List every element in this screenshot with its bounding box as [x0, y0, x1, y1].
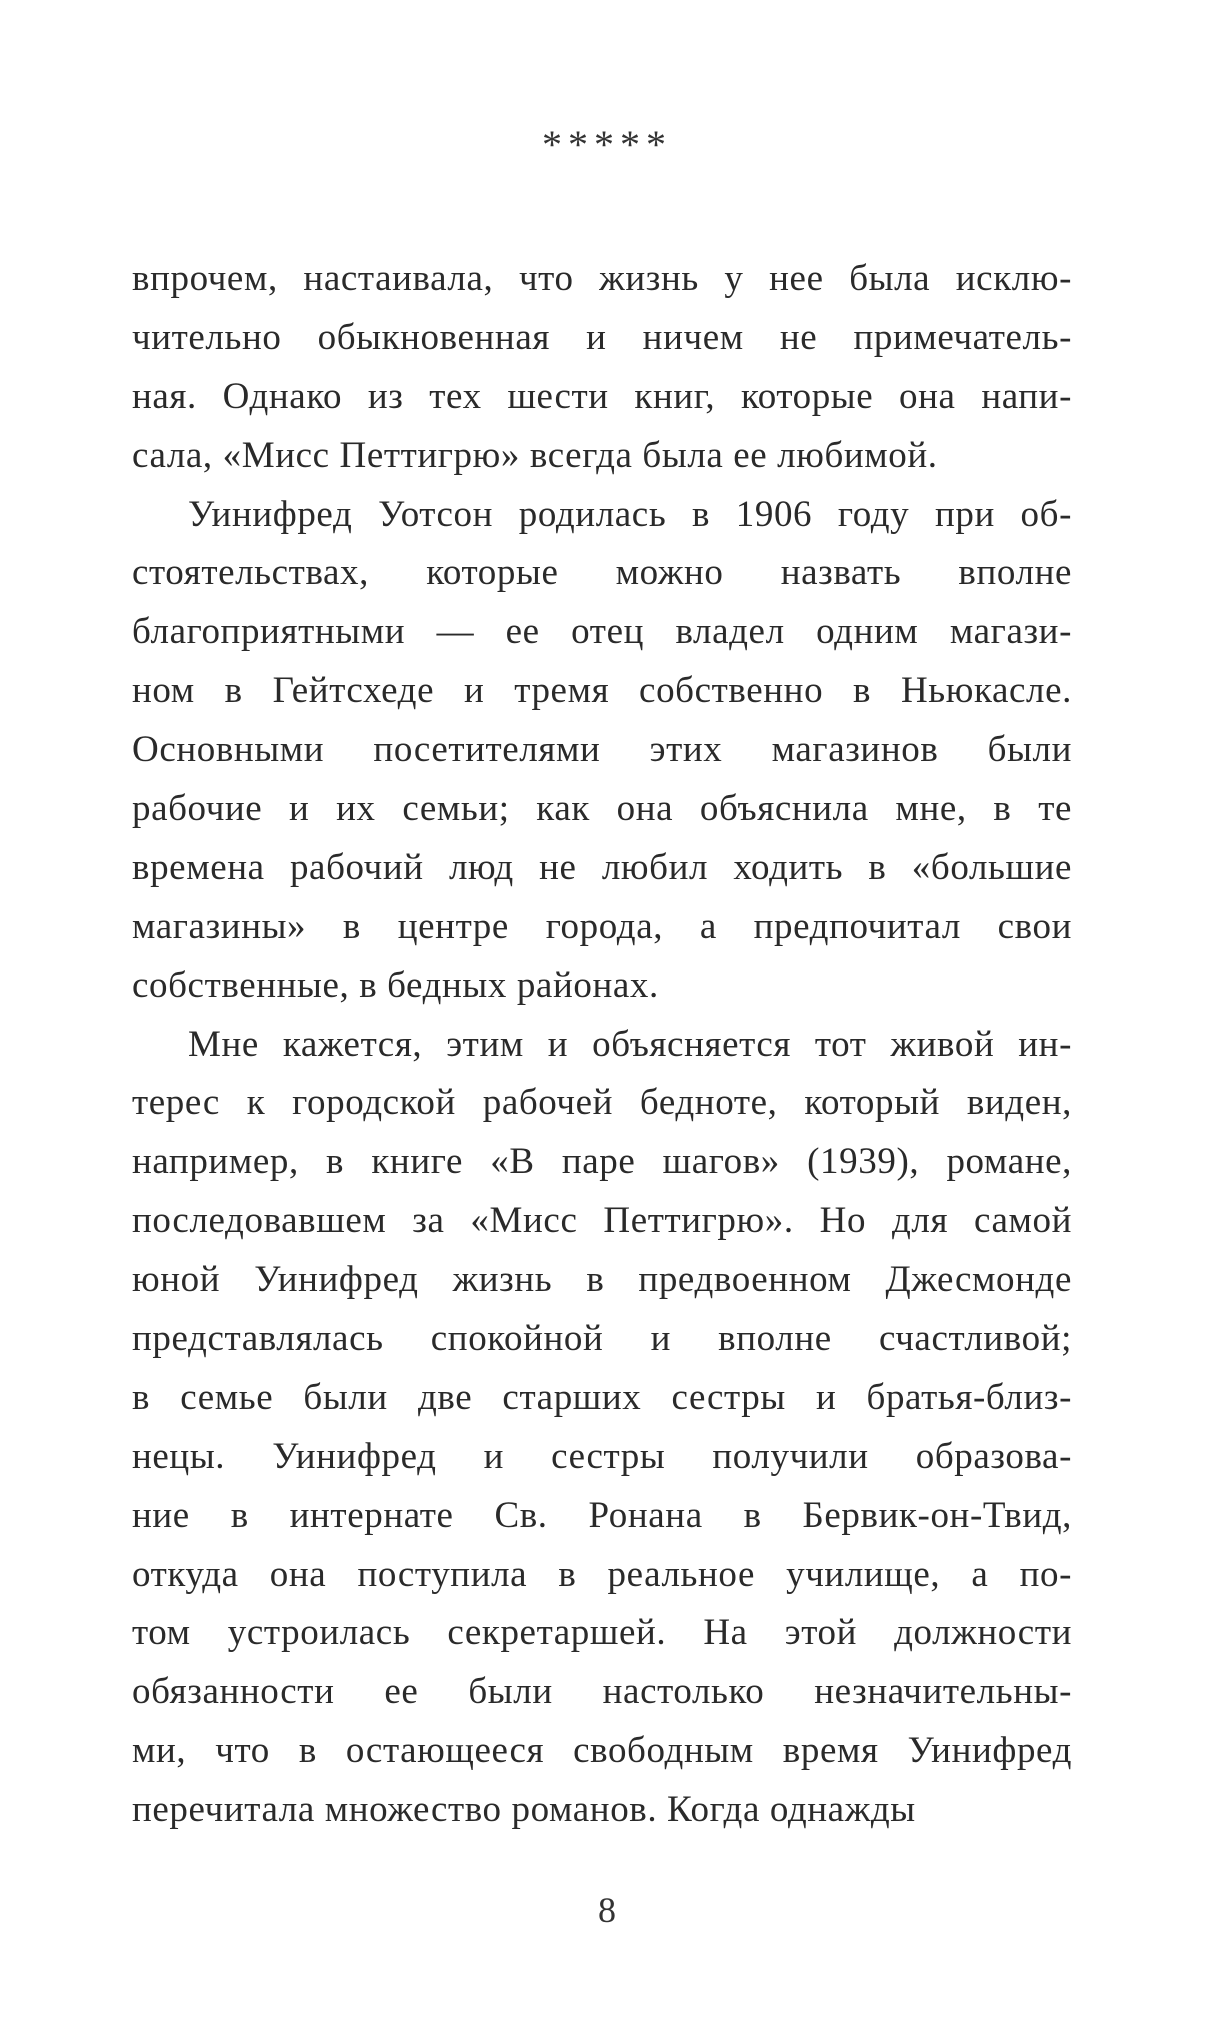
- text-line: откуда она поступила в реальное училище, а по-: [132, 1553, 1072, 1595]
- text-line: стоятельствах, которые можно назвать вполне: [132, 552, 1072, 594]
- section-ornament: *****: [542, 122, 672, 167]
- text-line: нецы. Уинифред и сестры получили образова-: [132, 1435, 1072, 1477]
- text-line: представлялась спокойной и вполне счастливой;: [132, 1318, 1072, 1360]
- text-line: впрочем, настаивала, что жизнь у нее была исклю-: [132, 258, 1072, 299]
- text-line: времена рабочий люд не любил ходить в «большие: [132, 846, 1072, 888]
- text-line: в семье были две старших сестры и братья-близ-: [132, 1376, 1072, 1418]
- paragraph: [132, 1016, 1072, 1840]
- text-line: благоприятными — ее отец владел одним магази-: [132, 611, 1072, 653]
- text-line: ном в Гейтсхеде и тремя собственно в Ньюкасле.: [132, 670, 1072, 712]
- text-line: ние в интернате Св. Ронана в Бервик-он-Твид,: [132, 1494, 1072, 1536]
- text-line: рабочие и их семьи; как она объяснила мне, в те: [132, 788, 1072, 830]
- text-line: том устроилась секретаршей. На этой должности: [132, 1612, 1072, 1654]
- text-line: ми, что в остающееся свободным время Уинифред: [132, 1730, 1072, 1772]
- paragraph: [132, 486, 1072, 1016]
- text-line: Основными посетителями этих магазинов были: [132, 729, 1072, 771]
- text-line: собственные, в бедных районах.: [132, 964, 659, 1006]
- text-line: юной Уинифред жизнь в предвоенном Джесмонде: [132, 1259, 1072, 1301]
- text-line: обязанности ее были настолько незначительны-: [132, 1671, 1072, 1713]
- text-line: магазины» в центре города, а предпочитал свои: [132, 905, 1072, 947]
- text-line: Уинифред Уотсон родилась в 1906 году при об-: [188, 493, 1072, 535]
- text-line: чительно обыкновенная и ничем не примечатель-: [132, 316, 1072, 358]
- text-line: терес к городской рабочей бедноте, который виден,: [132, 1082, 1072, 1124]
- text-line: Мне кажется, этим и объясняется тот живой ин-: [188, 1023, 1072, 1065]
- text-line: например, в книге «В паре шагов» (1939), романе,: [132, 1141, 1072, 1183]
- page-number: 8: [598, 1890, 616, 1930]
- text-line: сала, «Мисс Петтигрю» всегда была ее любимой.: [132, 434, 938, 476]
- body-text: [132, 250, 1072, 1840]
- text-line: ная. Однако из тех шести книг, которые она напи-: [132, 375, 1072, 417]
- paragraph: [132, 250, 1072, 486]
- text-line: перечитала множество романов. Когда однажды: [132, 1789, 916, 1831]
- text-line: последовавшем за «Мисс Петтигрю». Но для самой: [132, 1200, 1072, 1242]
